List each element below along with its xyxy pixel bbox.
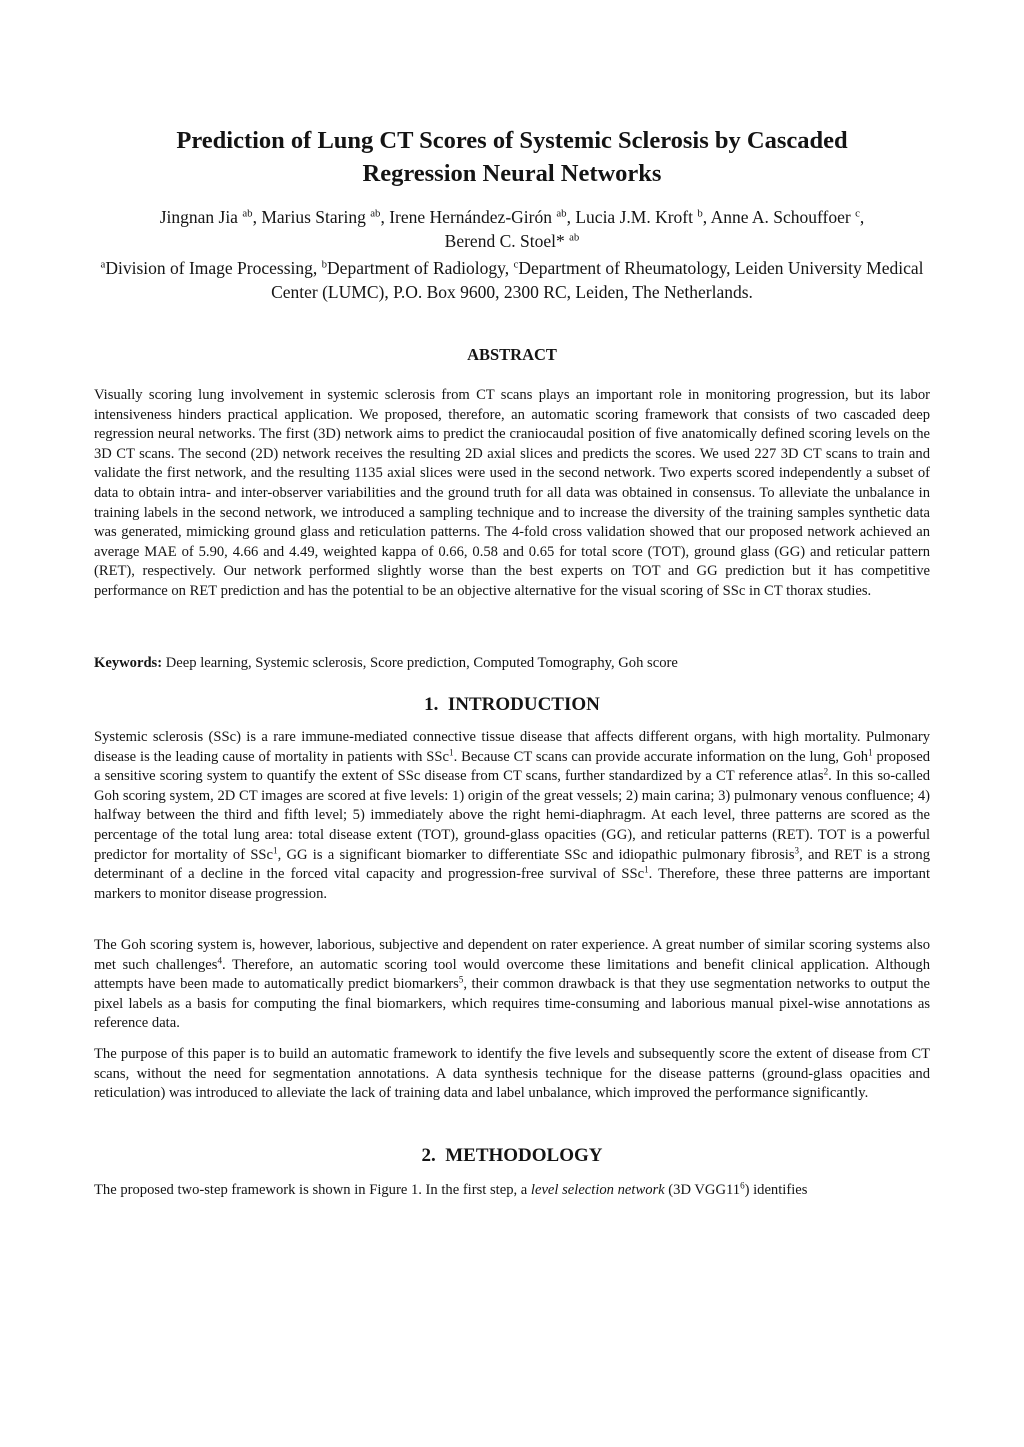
text-run: . In this so-called Goh scoring system, 2D CT images are scored at five levels: 1) origin of the great vessels; 2) main carina; 3) pulmonary venous confluence; 4) halfway between the third and fifth level; 5) immediately above the right hemi-diaphragm. At each level, three patterns are scored as the percentage of the total lung area: total disease extent (TOT), ground-glass opacities (GG), and reticular patterns (RET). TOT is a powerful predictor for mortality of SSc (94, 768, 930, 863)
title-line-2: Regression Neural Networks (362, 160, 662, 187)
abstract-text: Visually scoring lung involvement in systemic sclerosis from CT scans plays an important role in monitoring progression, but its labor intensiveness hinders practical application. We proposed, therefore, an automatic scoring framework that consists of two cascaded deep regression neural networks. The first (3D) network aims to predict the craniocaudal position of five anatomically defined scoring levels on the 3D CT scans. The second (2D) network receives the resulting 2D axial slices and predicts the scores. We used 227 3D CT scans to train and validate the first network, and the resulting 1135 axial slices were used in the second network. Two experts scored independently a subset of data to obtain intra- and inter-observer variabilities and the ground truth for all data was obtained in consensus. To alleviate the unbalance in training labels in the second network, we introduced a sampling technique and to increase the diversity of the training samples synthetic data was generated, mimicking ground glass and reticulation patterns. The 4-fold cross validation showed that our proposed network achieved an average MAE of 5.90, 4.66 and 4.49, weighted kappa of 0.66, 0.58 and 0.65 for total score (TOT), ground glass (GG) and reticular pattern (RET), respectively. Our network performed slightly worse than the best experts on TOT and GG prediction but it has competitive performance on RET prediction and has the potential to be an objective alternative for the visual scoring of SSc in CT thorax studies. (94, 387, 930, 599)
author-list: Jingnan Jia $^{ab}$, Marius Staring $^{ab}$, Irene Hernández-Girón $^{ab}$, Lucia J.M. Kroft $^b$, Anne A. Schouffoer $^c$, Berend C. Stoel* $^{ab}$ (159, 207, 865, 251)
citation: 1 (273, 845, 278, 856)
text-run: ) identifies (744, 1182, 808, 1198)
author-name: Irene Hernández-Girón (389, 207, 552, 227)
affiliation-text: Department of Radiology, (327, 258, 514, 278)
affiliation-mark: a (100, 258, 106, 271)
emphasis: level selection network (530, 1182, 665, 1198)
text-run: . Therefore, an automatic scoring tool would overcome these limitations and benefit clinical application. Although attempts have been made to automatically predict biomarkers (94, 956, 930, 993)
citation: 2 (823, 766, 829, 777)
affiliation-mark: b (321, 258, 328, 271)
text-run: , their common drawback is that they use segmentation networks to output the pixel labels as a basis for computing the final biomarkers, which requires time-consuming and laborious manual pixel-wise annotations as reference data. (94, 976, 930, 1032)
text-run: Systemic sclerosis (SSc) is a rare immune-mediated connective tissue disease that affects different organs, with high mortality. Pulmonary disease is the leading cause of mortality in patients with SSc (94, 729, 930, 765)
text-run: The proposed two-step framework is shown in Figure 1. In the first step, a (94, 1182, 531, 1198)
affiliation-text: Department of Rheumatology, Leiden University Medical Center (LUMC), P.O. Box 9600, 2300 RC, Leiden, The Netherlands. (271, 258, 924, 302)
author-affiliation: b (697, 207, 703, 220)
keywords-text: Deep learning, Systemic sclerosis, Score prediction, Computed Tomography, Goh score (162, 655, 678, 671)
keywords-label: Keywords: (94, 655, 163, 671)
citation: 5 (458, 974, 464, 985)
author-name: Jingnan Jia (159, 207, 238, 227)
title-line-1: Prediction of Lung CT Scores of Systemic Sclerosis by Cascaded (176, 127, 848, 154)
author-affiliation: ab (556, 207, 567, 220)
author-name: Berend C. Stoel* (444, 231, 565, 251)
methodology-paragraph-1 (94, 1181, 930, 1201)
citation: 6 (740, 1180, 745, 1191)
author-name: Anne A. Schouffoer (710, 207, 851, 227)
affiliation-text: Division of Image Processing, (105, 258, 322, 278)
text-run: proposed a sensitive scoring system to quantify the extent of SSc disease from CT scans, further standardized by a CT reference atlas (94, 748, 931, 785)
author-name: Lucia J.M. Kroft (575, 207, 693, 227)
citation: 3 (794, 845, 800, 856)
author-affiliation: c (855, 207, 860, 220)
affiliations (94, 256, 930, 304)
author-affiliation: ab (569, 231, 580, 244)
methodology-heading: 2. METHODOLOGY (421, 1145, 603, 1166)
intro-paragraph-2 (94, 936, 930, 1034)
introduction-heading: 1. INTRODUCTION (424, 694, 600, 715)
text-run: The Goh scoring system is, however, laborious, subjective and dependent on rater experience. A great number of similar scoring systems also met such challenges (94, 937, 930, 973)
text-run: (3D VGG11 (664, 1182, 741, 1198)
citation: 1 (644, 864, 649, 875)
abstract-heading: ABSTRACT (467, 345, 557, 364)
keywords (94, 654, 930, 674)
citation: 1 (868, 747, 873, 758)
citation: 1 (449, 747, 454, 758)
author-affiliation: ab (370, 207, 381, 220)
author-name: Marius Staring (261, 207, 366, 227)
text-run: . Because CT scans can provide accurate information on the lung, Goh (453, 748, 869, 765)
paper-title (94, 124, 930, 190)
affiliation-mark: c (513, 258, 519, 271)
text-run: . Therefore, these three patterns are important markers to monitor disease progression. (94, 866, 930, 902)
intro-paragraph-3: The purpose of this paper is to build an automatic framework to identify the five levels and subsequently score the extent of disease from CT scans, without the need for segmentation annotations. A data synthesis technique for the disease patterns (ground-glass opacities and reticulation) was introduced to alleviate the lack of training data and label unbalance, which improved the performance significantly. (94, 1046, 930, 1102)
author-affiliation: ab (242, 207, 253, 220)
text-run: , GG is a significant biomarker to differentiate SSc and idiopathic pulmonary fibrosis (277, 846, 795, 863)
text-run: , and RET is a strong determinant of a decline in the forced vital capacity and progression-free survival of SSc (94, 846, 930, 883)
intro-paragraph-1 (94, 728, 930, 904)
citation: 4 (217, 955, 222, 966)
